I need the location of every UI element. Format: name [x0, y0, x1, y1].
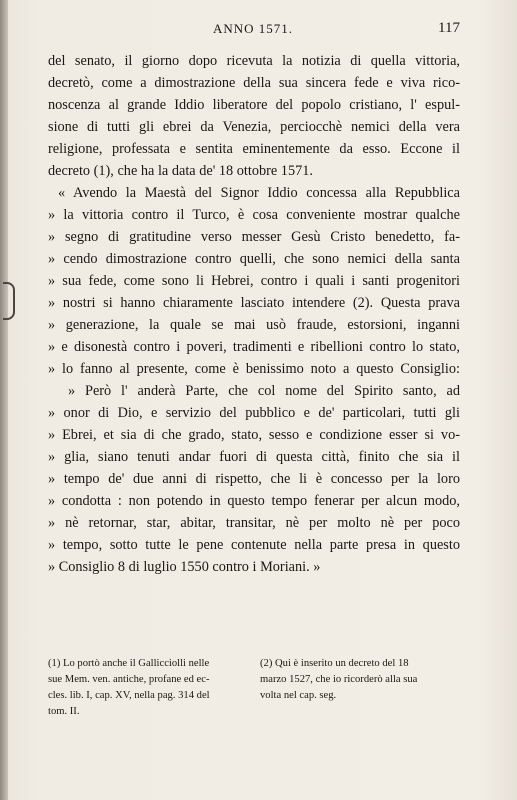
quote-line: » onor di Dio, e servizio del pubblico e de' particolari, tutti gli [48, 405, 460, 421]
text-line: del senato, il giorno dopo ricevuta la notizia di quella vittoria, [48, 53, 460, 69]
footnote-1 [48, 656, 244, 720]
quote-line: » nostri si hanno chiaramente lasciato intendere (2). Questa prava [48, 295, 460, 311]
quote-line: » sua fede, come sono li Hebrei, contro i quali i santi progenitori [48, 273, 460, 289]
footnote-line: volta nel cap. seg. [260, 690, 337, 701]
quote-line: » Ebrei, et sia di che grado, stato, sesso e condizione esser si vo- [48, 427, 460, 443]
quote-line: » nè retornar, star, abitar, transitar, nè per molto nè per poco [48, 515, 460, 531]
footnote-line: (1) Lo portò anche il Gallicciolli nelle [48, 658, 210, 669]
body-text [48, 50, 460, 578]
text-line: decretò, come a dimostrazione della sua sincera fede e viva rico- [48, 75, 460, 91]
quote-line: » tempo de' due anni di rispetto, che li è concesso per la loro [48, 471, 460, 487]
footnote-line: cles. lib. I, cap. XV, nella pag. 314 del [48, 690, 210, 701]
running-head: ANNO 1571. [213, 21, 294, 36]
text-line: sione di tutti gli ebrei da Venezia, perciocchè nemici della vera [48, 119, 460, 135]
footnote-2 [260, 656, 460, 720]
footnote-line: tom. II. [48, 706, 80, 717]
quote-line: » tempo, sotto tutte le pene contenute nella parte presa in questo [48, 537, 460, 553]
binding-clip-mark [3, 282, 15, 320]
text-line: decreto (1), che ha la data de' 18 ottobre 1571. [48, 163, 313, 179]
page-header [48, 20, 460, 40]
footnote-line: sue Mem. ven. antiche, profane ed ec- [48, 674, 210, 685]
quote-line: » glia, siano tenuti andar fuori di questa città, finito che sia il [48, 449, 460, 465]
quote-line: » condotta : non potendo in questo tempo fenerar per alcun modo, [48, 493, 460, 509]
page-number: 117 [438, 20, 460, 36]
quote-line: » cendo dimostrazione contro quelli, che sono nemici della santa [48, 251, 460, 267]
quote-line: « Avendo la Maestà del Signor Iddio concessa alla Repubblica [58, 185, 460, 201]
text-line: noscenza al grande Iddio liberatore del popolo cristiano, l' espul- [48, 97, 460, 113]
footnote-line: (2) Qui è inserito un decreto del 18 [260, 658, 409, 669]
quote-line: » e disonestà contro i poveri, tradimenti e ribellioni contro lo stato, [48, 339, 460, 355]
quote-line: » segno di gratitudine verso messer Gesù Cristo benedetto, fa- [48, 229, 460, 245]
text-line: religione, professata e sentita eminentemente da esso. Eccone il [48, 141, 460, 157]
quote-line: » Però l' anderà Parte, che col nome del Spirito santo, ad [68, 383, 460, 399]
binding-edge [0, 0, 8, 800]
quote-line: » la vittoria contro il Turco, è cosa conveniente mostrar qualche [48, 207, 460, 223]
footnote-line: marzo 1527, che io ricorderò alla sua [260, 674, 418, 685]
quote-line: » lo fanno al presente, come è benissimo noto a questo Consiglio: [48, 361, 460, 377]
quote-line: » Consiglio 8 di luglio 1550 contro i Moriani. » [48, 559, 321, 575]
footnotes [48, 656, 460, 720]
quote-line: » generazione, la quale se mai usò fraude, estorsioni, inganni [48, 317, 460, 333]
